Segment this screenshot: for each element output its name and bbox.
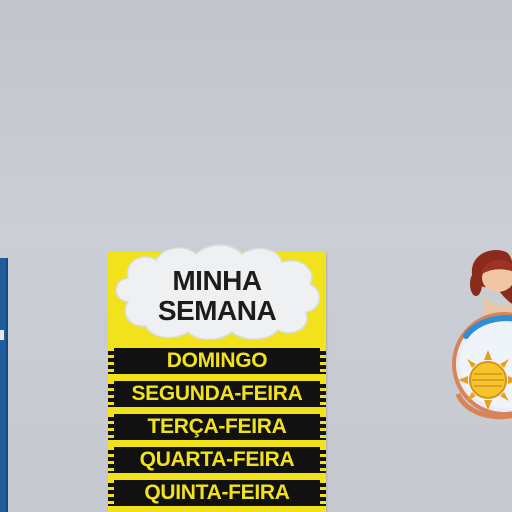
days-list (108, 348, 326, 512)
character-sun-sticker (448, 244, 512, 434)
day-band (108, 348, 326, 374)
day-band (108, 447, 326, 473)
weekly-poster (108, 252, 326, 512)
day-label: QUINTA-FEIRA (144, 481, 290, 504)
poster-title (108, 266, 326, 326)
board-edge-notch (0, 330, 4, 340)
blue-board-edge (0, 258, 8, 512)
day-label: QUARTA-FEIRA (139, 448, 295, 471)
day-label: DOMINGO (166, 349, 268, 372)
day-band (108, 414, 326, 440)
poster-title-line2: SEMANA (157, 295, 277, 326)
day-label: SEGUNDA-FEIRA (131, 382, 303, 405)
day-band (108, 381, 326, 407)
poster-title-line1: MINHA (172, 265, 262, 296)
day-label: TERÇA-FEIRA (147, 415, 287, 438)
day-band (108, 480, 326, 506)
